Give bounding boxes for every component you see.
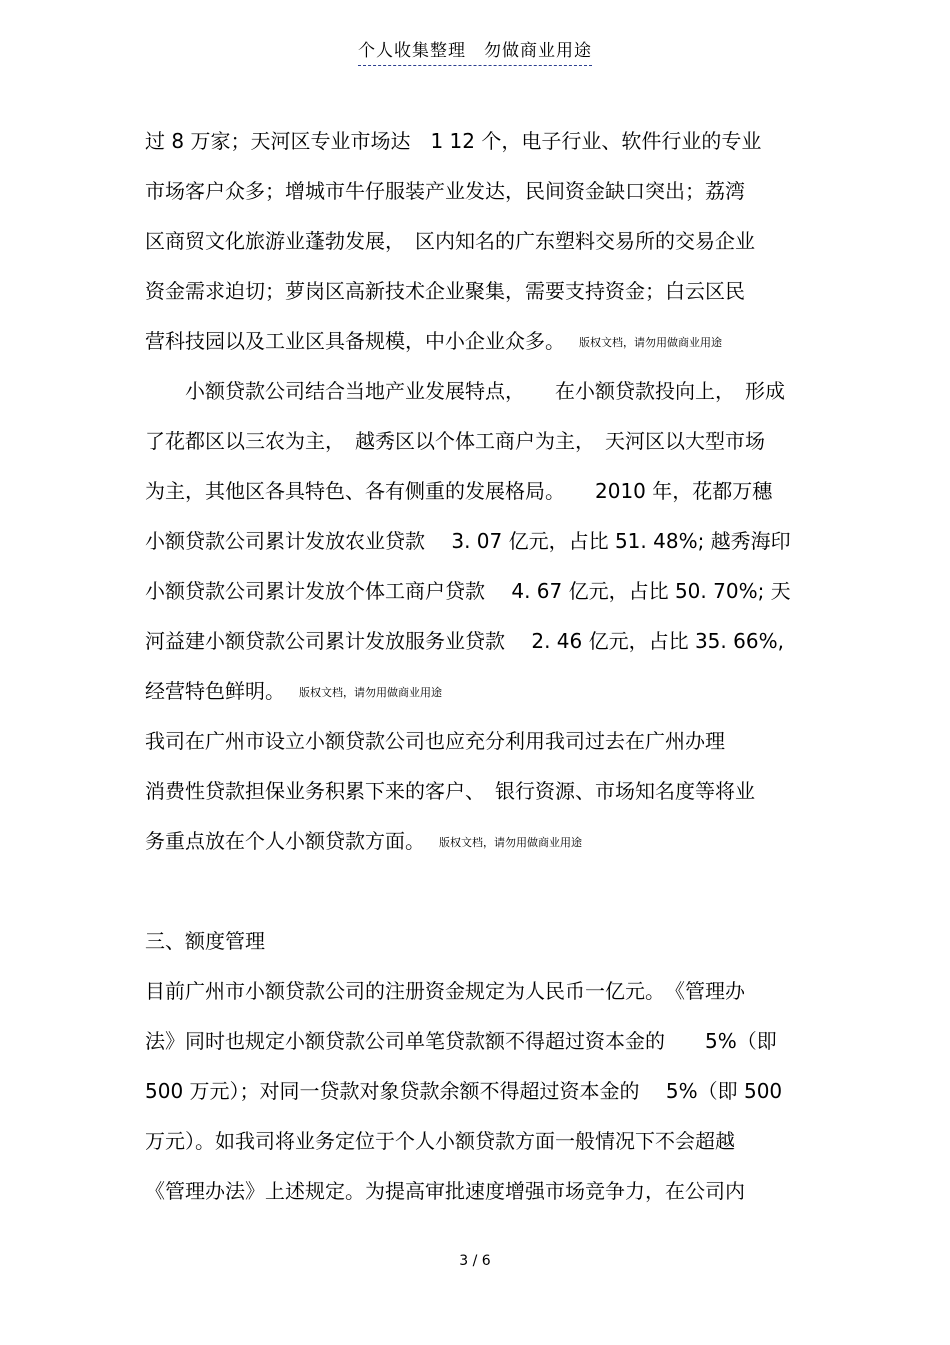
text-line: 500 万元）；对同一贷款对象贷款余额不得超过资本金的 5%（即 500 [145, 1079, 783, 1103]
watermark-note: 版权文档，请勿用做商业用途 [579, 336, 722, 349]
text-line: 小额贷款公司结合当地产业发展特点， 在小额贷款投向上， 形成 [145, 379, 785, 403]
text-line: 过 8 万家；天河区专业市场达 1 12 个，电子行业、软件行业的专业 [145, 129, 762, 153]
text-line: 务重点放在个人小额贷款方面。 版权文档，请勿用做商业用途 [145, 829, 582, 853]
text-line: 区商贸文化旅游业蓬勃发展， 区内知名的广东塑料交易所的交易企业 [145, 229, 755, 253]
text-line: 消费性贷款担保业务积累下来的客户、 银行资源、市场知名度等将业 [145, 779, 755, 803]
text-line: 《管理办法》上述规定。为提高审批速度增强市场竞争力，在公司内 [145, 1179, 745, 1203]
text-line: 法》同时也规定小额贷款公司单笔贷款额不得超过资本金的 5%（即 [145, 1029, 777, 1053]
watermark-note: 版权文档，请勿用做商业用途 [299, 686, 442, 699]
section-heading: 三、额度管理 [145, 929, 265, 953]
header-left: 个人收集整理 [358, 41, 466, 61]
text-line: 经营特色鲜明。 版权文档，请勿用做商业用途 [145, 679, 442, 703]
header-right: 勿做商业用途 [484, 41, 592, 61]
text-line: 市场客户众多；增城市牛仔服装产业发达，民间资金缺口突出；荔湾 [145, 179, 745, 203]
text-line: 河益建小额贷款公司累计发放服务业贷款 2. 46 亿元，占比 35. 66%, [145, 629, 784, 653]
page-number: 3 / 6 [459, 1253, 491, 1269]
text-line: 小额贷款公司累计发放农业贷款 3. 07 亿元，占比 51. 48%; 越秀海印 [145, 529, 791, 553]
text-line: 资金需求迫切；萝岗区高新技术企业聚集，需要支持资金；白云区民 [145, 279, 745, 303]
text-line: 万元）。如我司将业务定位于个人小额贷款方面一般情况下不会超越 [145, 1129, 735, 1153]
text-line: 目前广州市小额贷款公司的注册资金规定为人民币一亿元。 《管理办 [145, 979, 745, 1003]
text-line: 了花都区以三农为主， 越秀区以个体工商户为主， 天河区以大型市场 [145, 429, 765, 453]
text-line: 营科技园以及工业区具备规模，中小企业众多。 版权文档，请勿用做商业用途 [145, 329, 722, 353]
text-line: 我司在广州市设立小额贷款公司也应充分利用我司过去在广州办理 [145, 729, 725, 753]
text-line: 小额贷款公司累计发放个体工商户贷款 4. 67 亿元，占比 50. 70%; 天 [145, 579, 791, 603]
watermark-note: 版权文档，请勿用做商业用途 [439, 836, 582, 849]
header-text [358, 36, 592, 66]
page-header [0, 36, 950, 66]
text-line: 为主，其他区各具特色、各有侧重的发展格局。 2010 年，花都万穗 [145, 479, 773, 503]
